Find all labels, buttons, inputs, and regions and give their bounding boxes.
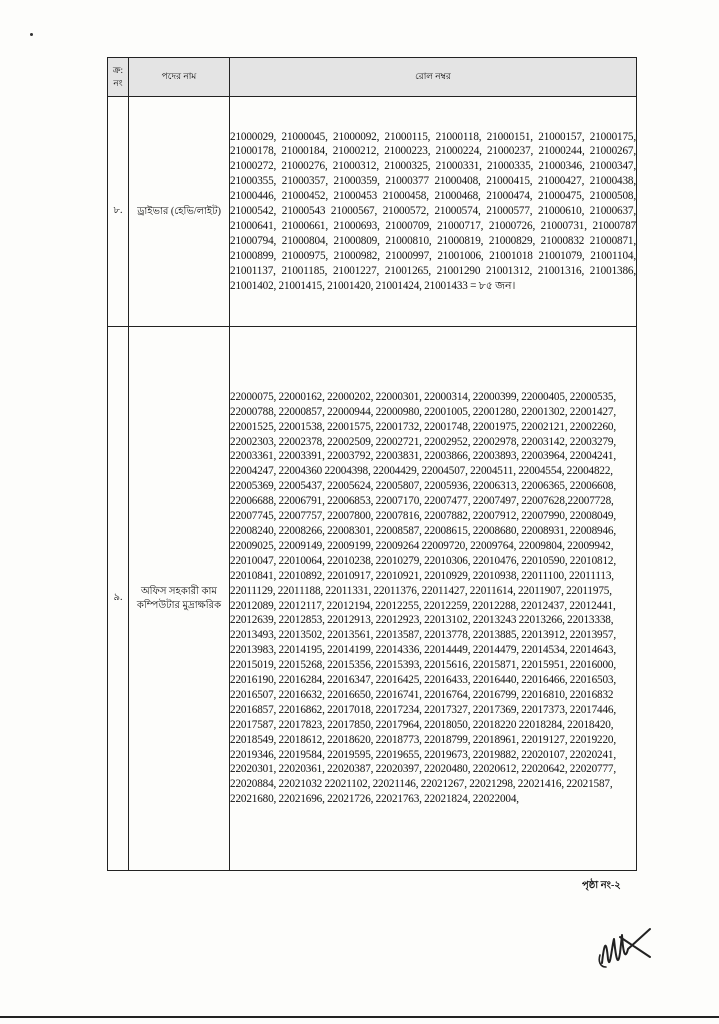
row-roll-list [230,97,637,327]
table-header-row [108,58,637,97]
row-post-name [129,327,230,871]
post-name-line1: অফিস সহকারী কাম [140,586,217,597]
row-serial: ৯. [108,327,129,871]
roll-numbers-text: 21000029, 21000045, 21000092, 21000115, 21000118, 21000151, 21000157, 21000175, 21000178, 21000184, 21000212, 21000223, 21000224, 21000237, 21000244, 21000267, 21000272, 21000276, 21000312, 21000325, 21000331, 21000335, 21000346, 21000347, 21000355, 21000357, 21000359, 21000377 21000408, 21000415, 21000427, 21000438, 21000446, 21000452, 21000453 21000458, 21000468, 21000474, 21000475, 21000508, 21000542, 21000543 21000567, 21000572, 21000574, 21000577, 21000610, 21000637, 21000641, 21000661, 21000693, 21000709, 21000717, 21000726, 21000731, 21000787 21000794, 21000804, 21000809, 21000810, 21000819, 21000829, 21000832 21000871, 21000899, 21000975, 21000982, 21000997, 21001006, 21001018 21001079, 21001104, 21001137, 21001185, 21001227, 21001265, 21001290 21001312, 21001316, 21001386, 21001402, 21001415, 21001420, 21001424, 21001433 = ৮৫ জন। [230,130,636,292]
roll-numbers-text: 22000075, 22000162, 22000202, 22000301, 22000314, 22000399, 22000405, 22000535, 22000788, 22000857, 22000944, 22000980, 22001005, 22001280, 22001302, 22001427, 22001525, 22001538, 22001575, 22001732, 22001748, 22001975, 22002121, 22002260, 22002303, 22002378, 22002509, 22002721, 22002952, 22002978, 22003142, 22003279, 22003361, 22003391, 22003792, 22003831, 22003866, 22003893, 22003964, 22004241, 22004247, 22004360 22004398, 22004429, 22004507, 22004511, 22004554, 22004822, 22005369, 22005437, 22005624, 22005807, 22005936, 22006313, 22006365, 22006608, 22006688, 22006791, 22006853, 22007170, 22007477, 22007497, 22007628,22007728, 22007745, 22007757, 22007800, 22007816, 22007882, 22007912, 22007990, 22008049, 22008240, 22008266, 22008301, 22008587, 22008615, 22008680, 22008931, 22008946, 22009025, 22009149, 22009199, 22009264 22009720, 22009764, 22009804, 22009942, 22010047, 22010064, 22010238, 22010279, 22010306, 22010476, 22010590, 22010812, 22010841, 22010892, 22010917, 22010921, 22010929, 22010938, 22011100, 22011113, 22011129, 22011188, 22011331, 22011376, 22011427, 22011614, 22011907, 22011975, 22012089, 22012117, 22012194, 22012255, 22012259, 22012288, 22012437, 22012441, 22012639, 22012853, 22012913, 22012923, 22013102, 22013243 22013266, 22013338, 22013493, 22013502, 22013561, 22013587, 22013778, 22013885, 22013912, 22013957, 22013983, 22014195, 22014199, 22014336, 22014449, 22014479, 22014534, 22014643, 22015019, 22015268, 22015356, 22015393, 22015616, 22015871, 22015951, 22016000, 22016190, 22016284, 22016347, 22016425, 22016433, 22016440, 22016466, 22016503, 22016507, 22016632, 22016650, 22016741, 22016764, 22016799, 22016810, 22016832 22016857, 22016862, 22017018, 22017234, 22017327, 22017369, 22017373, 22017446, 22017587, 22017823, 22017850, 22017964, 22018050, 22018220 22018284, 22018420, 22018549, 22018612, 22018620, 22018773, 22018799, 22018961, 22019127, 22019220, 22019346, 22019584, 22019595, 22019655, 22019673, 22019882, 22020107, 22020241, 22020301, 22020361, 22020387, 22020397, 22020480, 22020612, 22020642, 22020777, 22020884, 22021032 22021102, 22021146, 22021267, 22021298, 22021416, 22021587, 22021680, 22021696, 22021726, 22021763, 22021824, 22022004, [230,390,617,806]
table-row [108,327,637,871]
header-serial [108,58,129,97]
header-serial-line2: নং [113,78,123,88]
row-roll-list [230,327,637,871]
page-number: পৃষ্ঠা নং-২ [582,880,621,891]
signature-mark [592,915,654,980]
signature-icon [592,915,654,975]
header-roll-number: রোল নম্বর [230,58,637,97]
row-post-name: ড্রাইভার (হেভি/লাইট) [129,97,230,327]
roll-number-table [107,57,637,871]
table-row [108,97,637,327]
row-serial: ৮. [108,97,129,327]
bottom-border [0,1016,719,1018]
post-name-line2: কম্পিউটার মুদ্রাক্ষরিক [136,599,222,611]
header-post-name: পদের নাম [129,58,230,97]
scan-speck [30,33,33,36]
header-serial-line1: ক্র: [112,64,124,75]
